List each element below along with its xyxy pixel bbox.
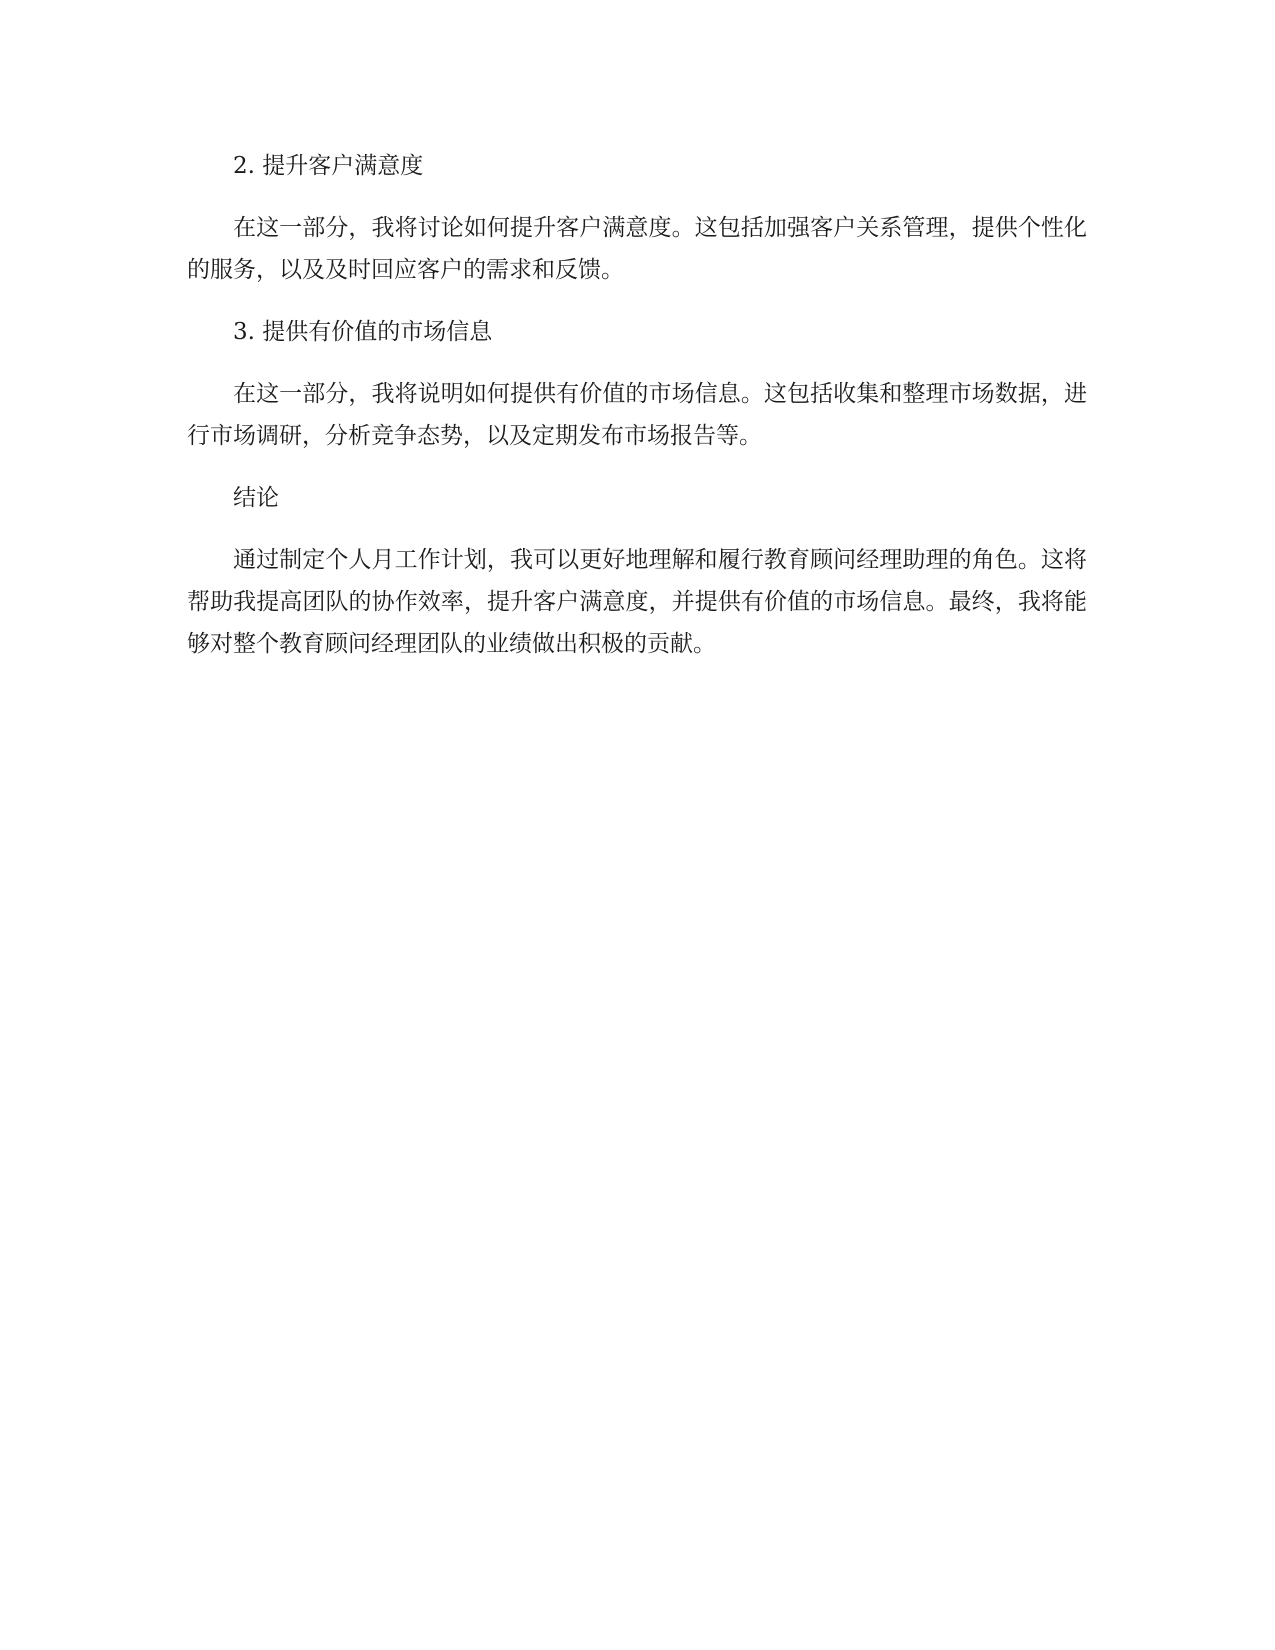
section-heading-conclusion: 结论 (233, 485, 279, 511)
document-body (187, 145, 1087, 685)
section-paragraph-customer-satisfaction: 在这一部分，我将讨论如何提升客户满意度。这包括加强客户关系管理，提供个性化的服务，以及及时回应客户的需求和反馈。 (187, 215, 1087, 283)
section-paragraph-conclusion: 通过制定个人月工作计划，我可以更好地理解和履行教育顾问经理助理的角色。这将帮助我提高团队的协作效率，提升客户满意度，并提供有价值的市场信息。最终，我将能够对整个教育顾问经理团队的业绩做出积极的贡献。 (187, 547, 1087, 657)
section-heading-customer-satisfaction: 2. 提升客户满意度 (233, 153, 424, 179)
section-paragraph-market-information: 在这一部分，我将说明如何提供有价值的市场信息。这包括收集和整理市场数据，进行市场调研，分析竞争态势，以及定期发布市场报告等。 (187, 381, 1087, 449)
section-heading-market-information: 3. 提供有价值的市场信息 (233, 319, 493, 345)
